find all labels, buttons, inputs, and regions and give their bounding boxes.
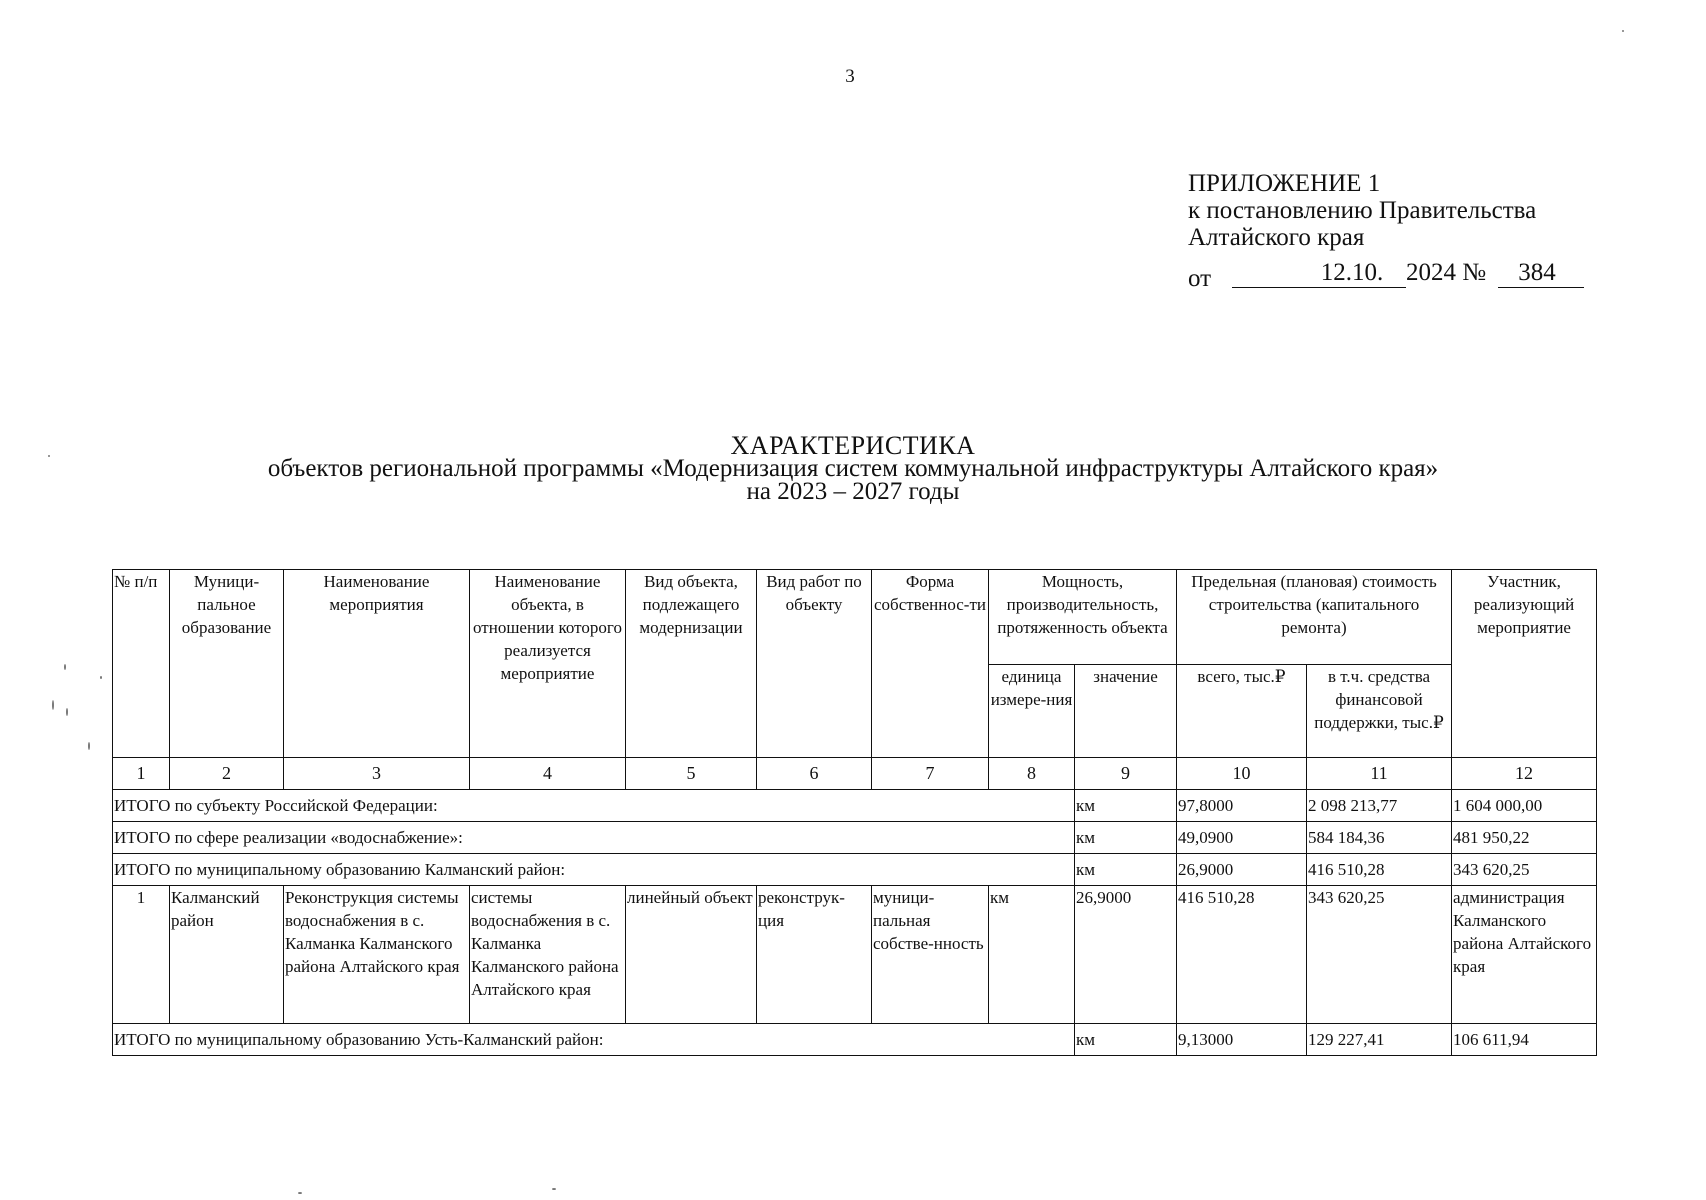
appendix-date-line: [1188, 255, 1608, 292]
appendix-block: [1188, 170, 1608, 292]
header-col-1: № п/п: [113, 570, 170, 758]
page-number: 3: [845, 66, 855, 87]
row-object-type: линейный объект: [626, 886, 757, 1024]
title-main: ХАРАКТЕРИСТИКА: [730, 431, 976, 460]
appendix-heading: ПРИЛОЖЕНИЕ 1: [1188, 170, 1381, 197]
total-support: 1 604 000,00: [1452, 790, 1597, 822]
column-number: 9: [1075, 758, 1177, 790]
total-label: ИТОГО по сфере реализации «водоснабжение»:: [113, 822, 1075, 854]
from-label: от: [1188, 265, 1212, 292]
column-number: 10: [1177, 758, 1307, 790]
row-unit: км: [989, 886, 1075, 1024]
total-row-ust-kalmansky: [113, 1024, 1597, 1056]
total-value: 9,13000: [1177, 1024, 1307, 1056]
decree-year: 2024 №: [1406, 259, 1487, 286]
header-col-5: Вид объекта, подлежащего модернизации: [626, 570, 757, 758]
column-number: 11: [1307, 758, 1452, 790]
total-support: 343 620,25: [1452, 854, 1597, 886]
total-value: 49,0900: [1177, 822, 1307, 854]
header-col-6: Вид работ по объекту: [757, 570, 872, 758]
total-row-kalmansky: [113, 854, 1597, 886]
column-number: 1: [113, 758, 170, 790]
total-row-region: [113, 790, 1597, 822]
total-cost: 584 184,36: [1307, 822, 1452, 854]
column-number: 2: [170, 758, 284, 790]
total-value: 26,9000: [1177, 854, 1307, 886]
total-unit: км: [1075, 790, 1177, 822]
row-total: 416 510,28: [1177, 886, 1307, 1024]
appendix-line-1: к постановлению Правительства: [1188, 197, 1537, 224]
column-number: 8: [989, 758, 1075, 790]
header-col-2: Муници-пальное образование: [170, 570, 284, 758]
characteristics-table: [112, 569, 1597, 1056]
row-number: 1: [113, 886, 170, 1024]
row-municipality: Калманский район: [170, 886, 284, 1024]
total-unit: км: [1075, 854, 1177, 886]
decree-number: 384: [1518, 259, 1556, 286]
column-number: 12: [1452, 758, 1597, 790]
total-cost: 416 510,28: [1307, 854, 1452, 886]
title-years: на 2023 – 2027 годы: [746, 478, 960, 505]
title-subtitle: объектов региональной программы «Модернизация систем коммунальной инфраструктуры Алтайского края»: [267, 455, 1439, 482]
row-object: системы водоснабжения в с. Калманка Калманского района Алтайского края: [470, 886, 626, 1024]
header-cost-group: Предельная (плановая) стоимость строительства (капитального ремонта): [1177, 570, 1452, 665]
row-work-type: реконструк-ция: [757, 886, 872, 1024]
header-col-9: значение: [1075, 665, 1177, 758]
header-col-4: Наименование объекта, в отношении которого реализуется мероприятие: [470, 570, 626, 758]
total-support: 481 950,22: [1452, 822, 1597, 854]
total-unit: км: [1075, 1024, 1177, 1056]
appendix-line-2: Алтайского края: [1188, 224, 1365, 251]
table-row: [113, 886, 1597, 1024]
total-row-water: [113, 822, 1597, 854]
header-col-12: Участник, реализующий мероприятие: [1452, 570, 1597, 758]
row-ownership: муници-пальная собстве-нность: [872, 886, 989, 1024]
row-measure: Реконструкция системы водоснабжения в с. Калманка Калманского района Алтайского края: [284, 886, 470, 1024]
total-cost: 129 227,41: [1307, 1024, 1452, 1056]
row-value: 26,9000: [1075, 886, 1177, 1024]
total-label: ИТОГО по муниципальному образованию Усть-Калманский район:: [113, 1024, 1075, 1056]
decree-date: 12.10.: [1320, 259, 1384, 286]
total-label: ИТОГО по муниципальному образованию Калманский район:: [113, 854, 1075, 886]
column-number: 5: [626, 758, 757, 790]
header-col-11: в т.ч. средства финансовой поддержки, тыс.₽: [1307, 665, 1452, 758]
header-col-8: единица измере-ния: [989, 665, 1075, 758]
column-number: 6: [757, 758, 872, 790]
column-number-row: [113, 758, 1597, 790]
header-col-7: Форма собственнос-ти: [872, 570, 989, 758]
total-unit: км: [1075, 822, 1177, 854]
total-value: 97,8000: [1177, 790, 1307, 822]
total-label: ИТОГО по субъекту Российской Федерации:: [113, 790, 1075, 822]
column-number: 4: [470, 758, 626, 790]
date-underline: [1232, 287, 1406, 288]
header-col-3: Наименование мероприятия: [284, 570, 470, 758]
row-participant: администрация Калманского района Алтайского края: [1452, 886, 1597, 1024]
document-title: [100, 431, 1606, 505]
row-support: 343 620,25: [1307, 886, 1452, 1024]
column-number: 7: [872, 758, 989, 790]
column-number: 3: [284, 758, 470, 790]
total-cost: 2 098 213,77: [1307, 790, 1452, 822]
header-col-10: всего, тыс.₽: [1177, 665, 1307, 758]
number-underline: [1498, 287, 1584, 288]
total-support: 106 611,94: [1452, 1024, 1597, 1056]
header-capacity-group: Мощность, производительность, протяженность объекта: [989, 570, 1177, 665]
